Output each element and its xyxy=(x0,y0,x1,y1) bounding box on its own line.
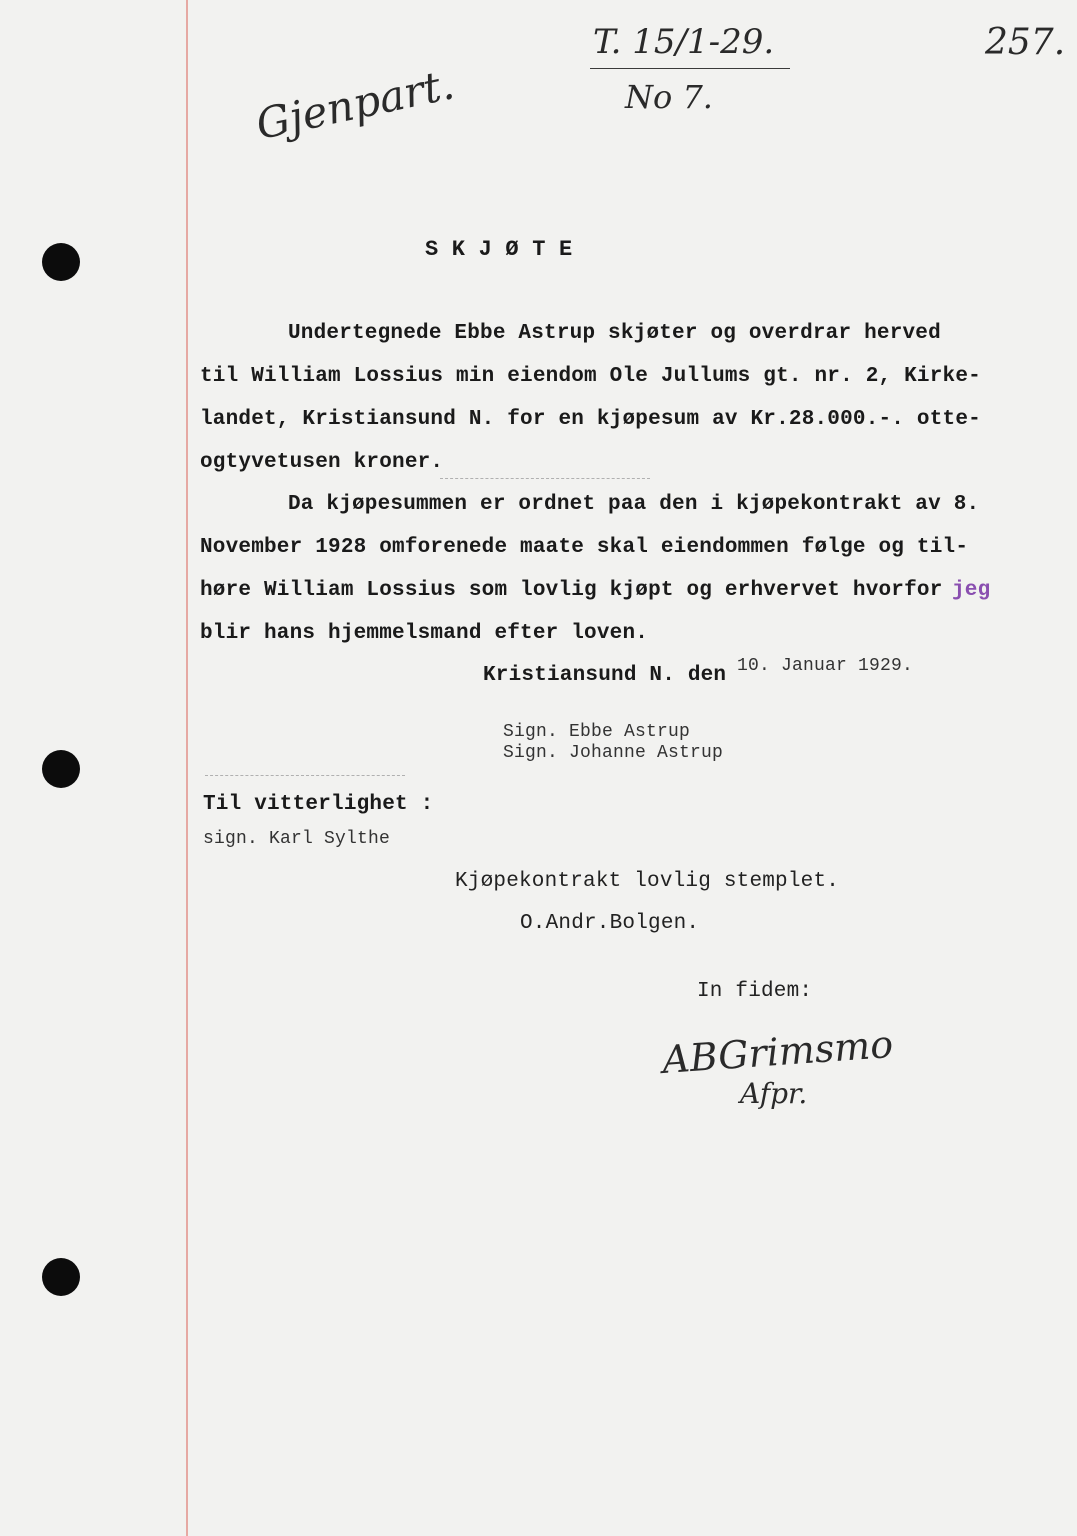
place-date-value: 10. Januar 1929. xyxy=(737,656,914,676)
paragraph2-line4: blir hans hjemmelsmand efter loven. xyxy=(200,622,649,645)
copy-note: Gjenpart. xyxy=(251,59,459,150)
registration-underline xyxy=(590,68,790,69)
punch-hole-middle xyxy=(42,750,80,788)
punch-hole-top xyxy=(42,243,80,281)
certifier-signature: ABGrimsmo xyxy=(660,1021,895,1083)
paragraph1-line4: ogtyvetusen kroner. xyxy=(200,451,444,474)
fill-line xyxy=(440,478,650,479)
paragraph1-line3: landet, Kristiansund N. for en kjøpesum av Kr.28.000.-. otte- xyxy=(200,408,981,431)
document-title: S K J Ø T E xyxy=(425,237,573,262)
paragraph1-line1: Undertegnede Ebbe Astrup skjøter og overdrar herved xyxy=(288,322,941,345)
paragraph2-line1: Da kjøpesummen er ordnet paa den i kjøpekontrakt av 8. xyxy=(288,493,980,516)
paragraph1-line2: til William Lossius min eiendom Ole Jullums gt. nr. 2, Kirke- xyxy=(200,365,981,388)
witness-name: sign. Karl Sylthe xyxy=(203,829,391,849)
punch-hole-bottom xyxy=(42,1258,80,1296)
witness-divider xyxy=(205,775,405,776)
margin-rule xyxy=(186,0,188,1536)
stamp-note: Kjøpekontrakt lovlig stemplet. xyxy=(455,870,840,893)
paragraph2-line3: høre William Lossius som lovlig kjøpt og erhvervet hvorfor xyxy=(200,579,943,602)
witness-heading: Til vitterlighet : xyxy=(203,793,434,816)
registration-stamp: T. 15/1-29. xyxy=(593,22,775,62)
signature-line-1: Sign. Ebbe Astrup xyxy=(503,722,691,742)
certifier-title: Afpr. xyxy=(740,1077,808,1110)
document-number: No 7. xyxy=(625,78,713,116)
stamp-signer: O.Andr.Bolgen. xyxy=(520,912,700,935)
place-date-prefix: Kristiansund N. den xyxy=(483,664,727,687)
signature-line-2: Sign. Johanne Astrup xyxy=(503,743,724,763)
inserted-word: jeg xyxy=(952,579,991,602)
certification-label: In fidem: xyxy=(697,980,813,1003)
page-number: 257. xyxy=(985,22,1066,63)
paragraph2-line2: November 1928 omforenede maate skal eiendommen følge og til- xyxy=(200,536,969,559)
